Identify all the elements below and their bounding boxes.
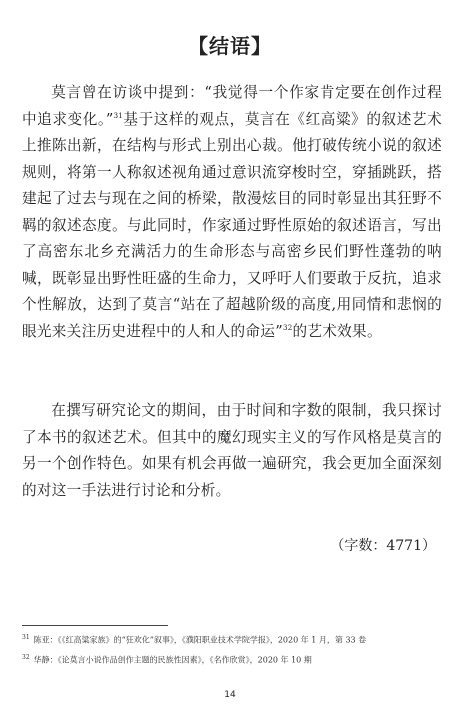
word-count: （字数：4771） [330,538,436,554]
body-text-2 [22,398,442,504]
footnote-divider [22,625,168,626]
footnote-31: $^{31}$ 陈亚：《《红高粱家族》的“狂欢化”叙事》，《濮阳职业技术学院学报》，2020 年 1 月，第 33 卷 [22,634,367,645]
body-text [22,80,442,345]
footnote-ref-31: 31 [113,111,124,120]
footnote-32: $^{32}$ 华静：《论莫言小说作品创作主题的民族性因素》，《名作欣赏》，2020 年 10 期 [22,654,312,665]
paragraph-1: 莫言曾在访谈中提到：“我觉得一个作家肯定要在创作过程中追求变化。”$^{31}$基于这样的观点，莫言在《红高粱》的叙述艺术上推陈出新，在结构与形式上别出心裁。他打破传统小说的叙述规则，将第一人称叙述视角通过意识流穿梭时空，穿插跳跃，搭建起了过去与现在之间的桥梁，散漫炫目的同时彰显出其狂野不羁的叙述态度。与此同时，作家通过野性原始的叙述语言，写出了高密东北乡充满活力的生命形态与高密乡民们野性蓬勃的呐喊，既彰显出野性旺盛的生命力，又呼吁人们要敢于反抗，追求个性解放，达到了莫言“站在了超越阶级的高度,用同情和悲悯的眼光来关注历史进程中的人和人的命运”$^{32}$的艺术效果。 [22,84,442,340]
page-number: 14 [224,690,236,700]
section-title: 【结语】 [188,34,272,58]
paragraph-2: 在撰写研究论文的期间，由于时间和字数的限制，我只探讨了本书的叙述艺术。但其中的魔幻现实主义的写作风格是莫言的另一个创作特色。如果有机会再做一遍研究，我会更加全面深刻的对这一手法进行讨论和分析。 [22,402,442,499]
footnote-ref-32: 32 [282,323,293,332]
